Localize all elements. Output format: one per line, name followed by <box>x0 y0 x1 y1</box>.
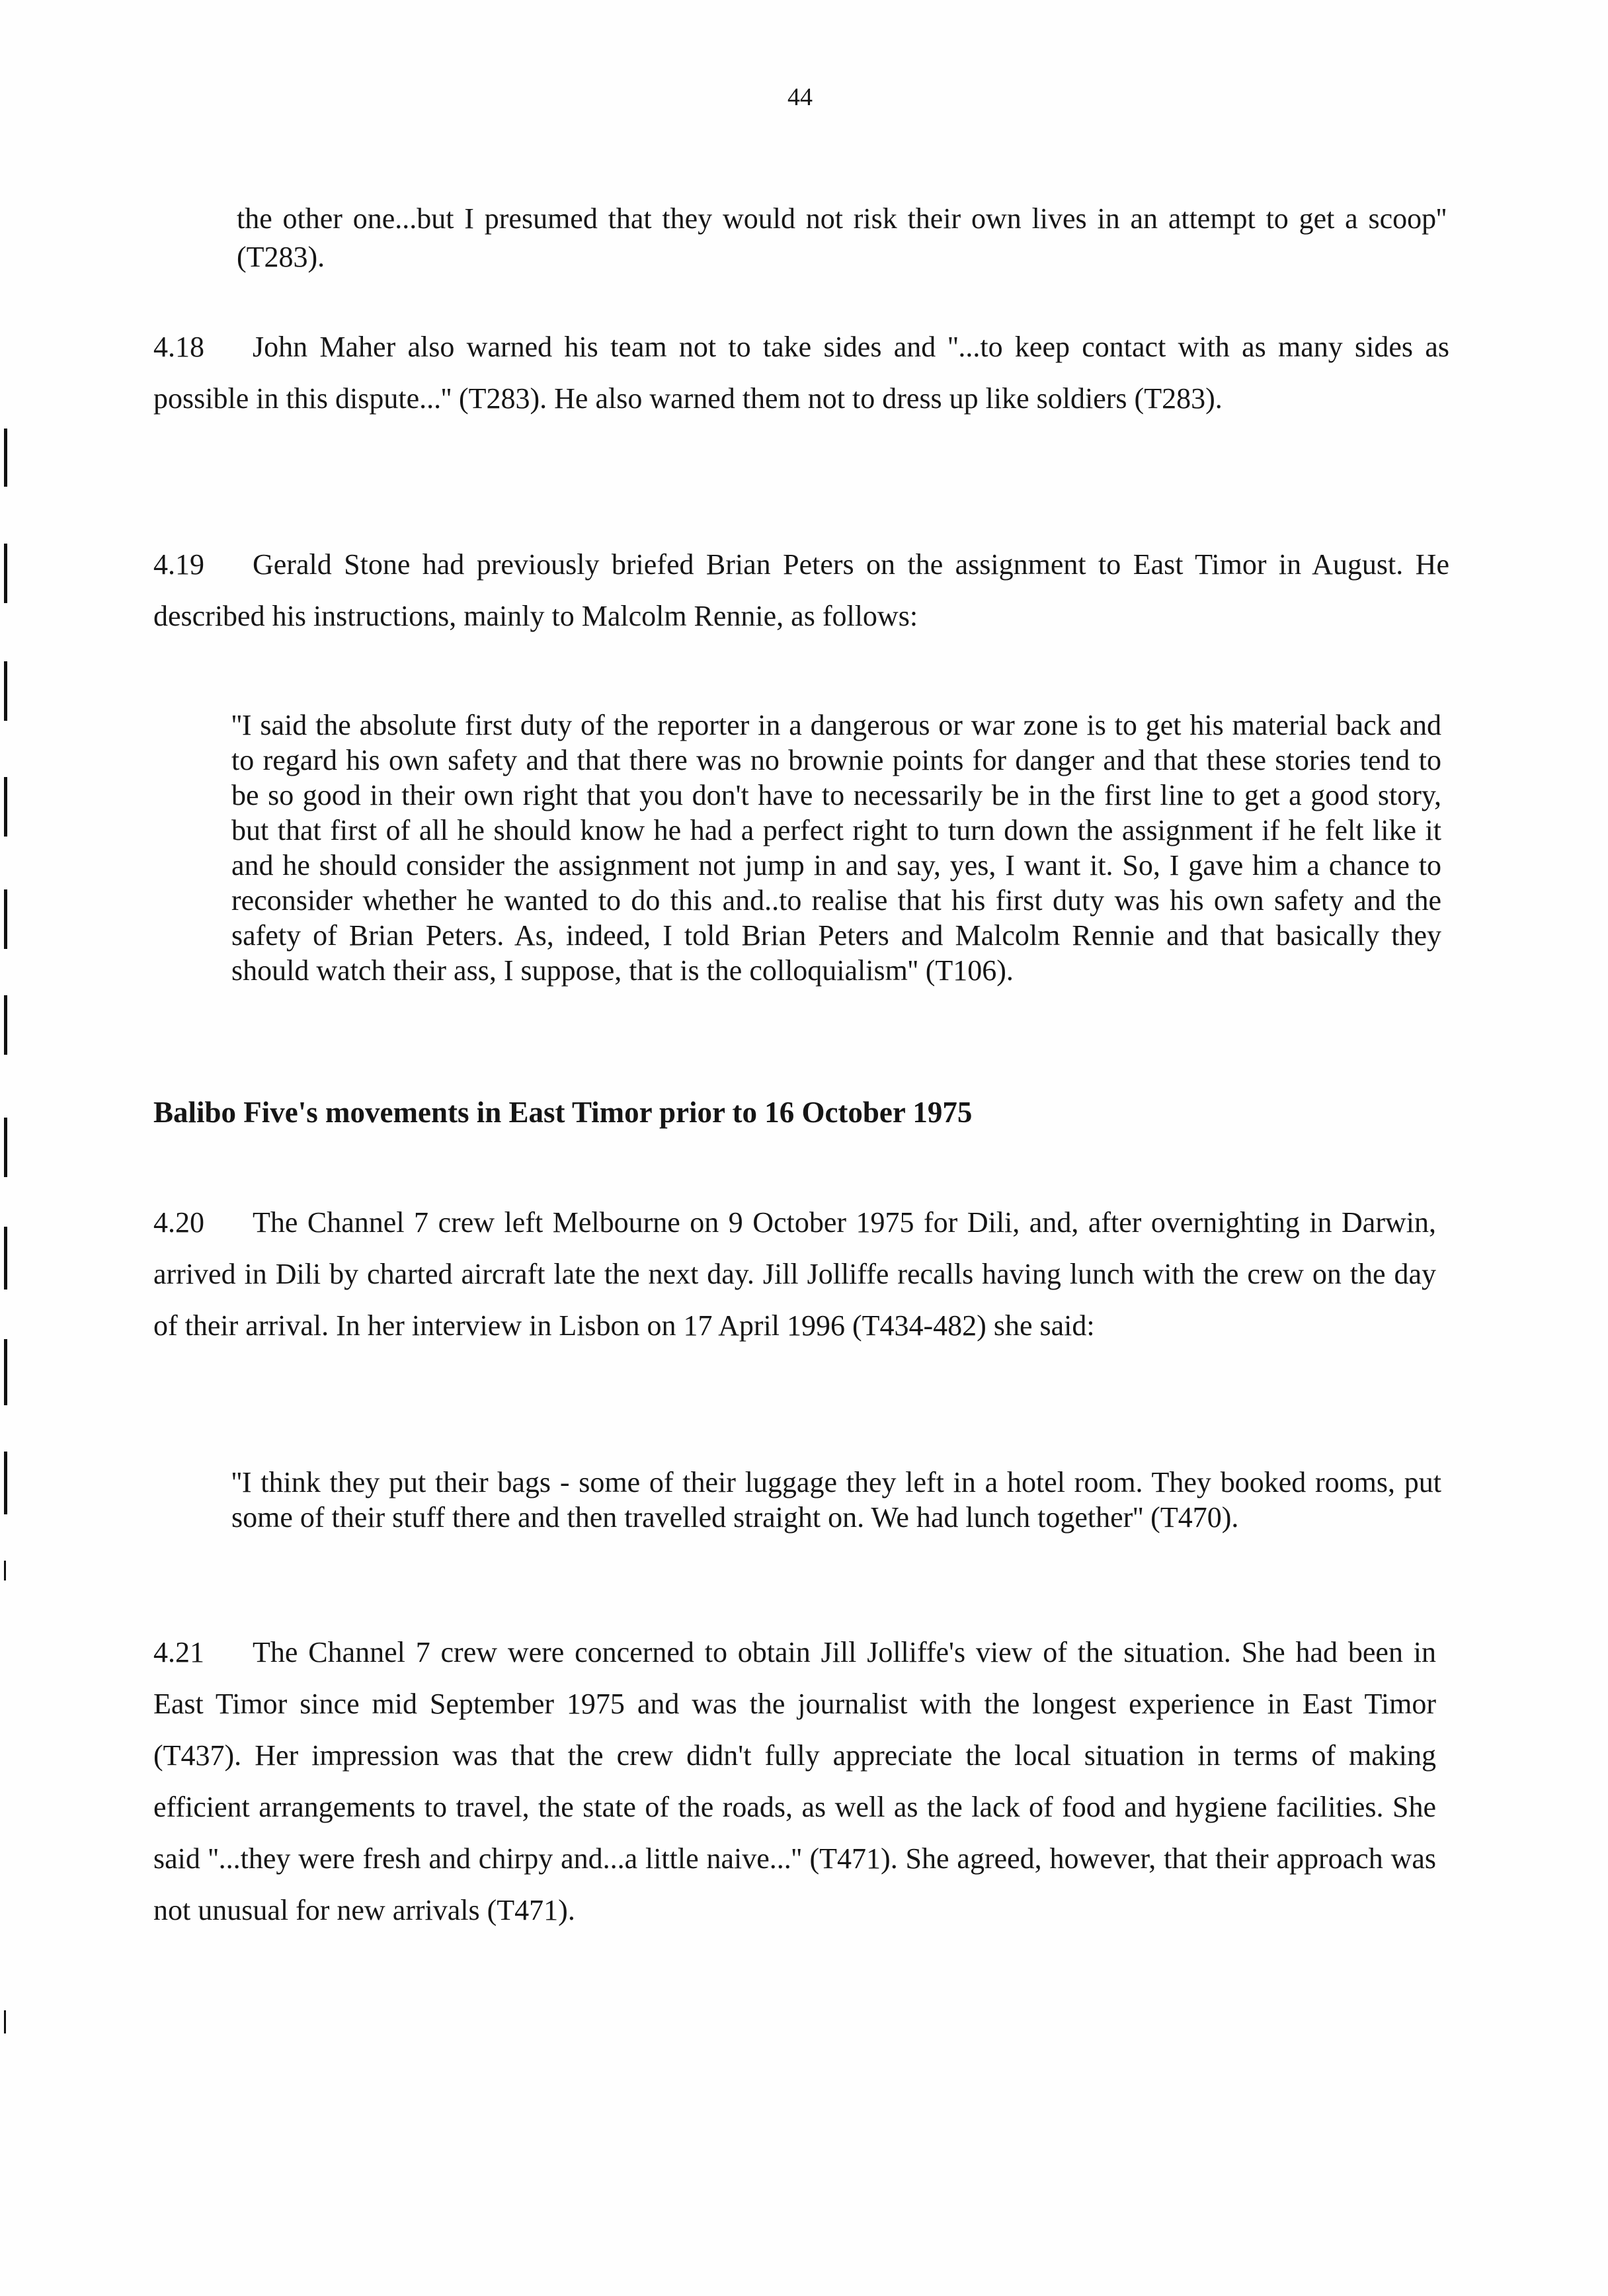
scan-mark <box>4 889 7 949</box>
scan-mark <box>4 777 7 837</box>
paragraph-number: 4.21 <box>153 1636 204 1668</box>
section-heading: Balibo Five's movements in East Timor prior to 16 October 1975 <box>153 1096 973 1129</box>
paragraph-number: 4.20 <box>153 1206 204 1239</box>
scan-mark <box>4 1227 7 1290</box>
scan-mark <box>4 1452 7 1514</box>
scan-mark <box>4 544 7 603</box>
paragraph-4-21 <box>153 1627 1436 1936</box>
paragraph-4-18 <box>153 321 1449 425</box>
paragraph-text: John Maher also warned his team not to take sides and ''...to keep contact with as many sides as possible in this dispute...'' (T283). He also warned them not to dress up like soldiers (T283). <box>153 331 1449 415</box>
quote-jill-jolliffe: ''I think they put their bags - some of their luggage they left in a hotel room. They booked rooms, put some of their stuff there and then travelled straight on. We had lunch together'' (T470). <box>231 1466 1441 1534</box>
quote-gerald-stone: ''I said the absolute first duty of the reporter in a dangerous or war zone is to get his material back and to regard his own safety and that there was no brownie points for danger and that these stories tend to be so good in their own right that you don't have to necessarily be in the first line to get a good story, but that first of all he should know he had a perfect right to turn down the assignment if he felt like it and he should consider the assignment not jump in and say, yes, I want it. So, I gave him a chance to reconsider whether he wanted to do this and..to realise that his first duty was his own safety and the safety of Brian Peters. As, indeed, I told Brian Peters and Malcolm Rennie and that basically they should watch their ass, I suppose, that is the colloquialism'' (T106). <box>231 709 1441 987</box>
paragraph-text: The Channel 7 crew were concerned to obtain Jill Jolliffe's view of the situation. She had been in East Timor since mid September 1975 and was the journalist with the longest experience in East Timor (T437). Her impression was that the crew didn't fully appreciate the local situation in terms of making efficient arrangements to travel, the state of the roads, as well as the lack of food and hygiene facilities. She said ''...they were fresh and chirpy and...a little naive...'' (T471). She agreed, however, that their approach was not unusual for new arrivals (T471). <box>153 1636 1436 1926</box>
paragraph-4-19 <box>153 539 1449 642</box>
scan-mark <box>4 1561 6 1580</box>
scan-mark <box>4 2010 6 2033</box>
paragraph-text: The Channel 7 crew left Melbourne on 9 October 1975 for Dili, and, after overnighting in Darwin, arrived in Dili by charted aircraft late the next day. Jill Jolliffe recalls having lunch with the crew on the day of their arrival. In her interview in Lisbon on 17 April 1996 (T434-482) she said: <box>153 1206 1436 1342</box>
page-number: 44 <box>787 83 813 111</box>
paragraph-text: Gerald Stone had previously briefed Brian Peters on the assignment to East Timor in August. He described his instructions, mainly to Malcolm Rennie, as follows: <box>153 548 1449 632</box>
scan-mark <box>4 1118 7 1177</box>
paragraph-4-20 <box>153 1197 1436 1352</box>
continuation-paragraph: the other one...but I presumed that they would not risk their own lives in an attempt to get a scoop'' (T283). <box>237 202 1447 273</box>
scan-mark <box>4 429 7 487</box>
scan-mark <box>4 995 7 1055</box>
scan-mark <box>4 661 7 721</box>
paragraph-number: 4.18 <box>153 331 204 363</box>
paragraph-number: 4.19 <box>153 548 204 581</box>
scan-mark <box>4 1339 7 1405</box>
